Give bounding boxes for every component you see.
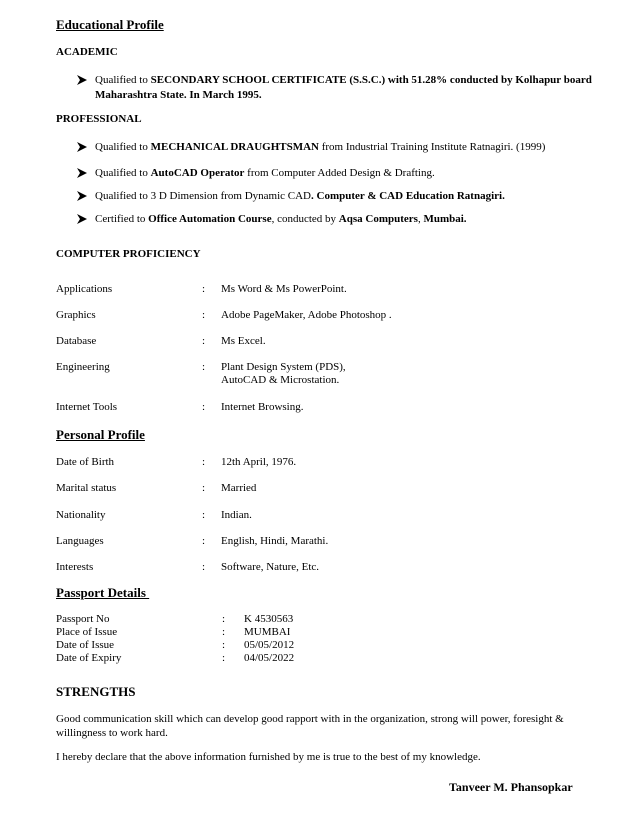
personal-value: Software, Nature, Etc. — [221, 561, 320, 573]
arrow-bullet-icon — [76, 167, 89, 180]
professional-heading: PROFESSIONAL — [56, 113, 142, 125]
proficiency-label: Applications — [56, 283, 113, 295]
separator-colon: : — [202, 361, 206, 373]
proficiency-label: Internet Tools — [56, 401, 118, 413]
passport-value: K 4530563 — [244, 613, 294, 625]
personal-label: Marital status — [56, 482, 117, 494]
separator-colon: : — [202, 335, 206, 347]
computer-proficiency-heading: COMPUTER PROFICIENCY — [56, 248, 201, 260]
separator-colon: : — [222, 639, 226, 651]
passport-label: Date of Expiry — [56, 652, 122, 664]
proficiency-value: Plant Design System (PDS), — [221, 361, 346, 373]
declaration-text: I hereby declare that the above information furnished by me is true to the best of my knowledge. — [56, 751, 481, 763]
proficiency-value: Adobe PageMaker, Adobe Photoshop . — [221, 309, 392, 321]
arrow-bullet-icon — [76, 213, 89, 226]
separator-colon: : — [222, 613, 226, 625]
arrow-bullet-icon — [76, 141, 89, 154]
professional-item: Qualified to MECHANICAL DRAUGHTSMAN from Industrial Training Institute Ratnagiri. (1999) — [95, 141, 546, 153]
professional-item: Qualified to 3 D Dimension from Dynamic CAD. Computer & CAD Education Ratnagiri. — [95, 190, 505, 202]
academic-heading: ACADEMIC — [56, 46, 118, 58]
personal-label: Nationality — [56, 509, 106, 521]
proficiency-value-line2: AutoCAD & Microstation. — [221, 374, 340, 386]
separator-colon: : — [202, 309, 206, 321]
proficiency-label: Engineering — [56, 361, 110, 373]
personal-value: 12th April, 1976. — [221, 456, 297, 468]
proficiency-value: Internet Browsing. — [221, 401, 304, 413]
personal-value: Indian. — [221, 509, 252, 521]
separator-colon: : — [202, 561, 206, 573]
separator-colon: : — [202, 482, 206, 494]
arrow-bullet-icon — [76, 190, 89, 203]
passport-label: Place of Issue — [56, 626, 118, 638]
separator-colon: : — [202, 401, 206, 413]
separator-colon: : — [202, 509, 206, 521]
personal-label: Date of Birth — [56, 456, 115, 468]
proficiency-value: Ms Word & Ms PowerPoint. — [221, 283, 347, 295]
professional-item: Qualified to AutoCAD Operator from Computer Added Design & Drafting. — [95, 167, 435, 179]
strengths-text: Good communication skill which can develop good rapport with in the organization, strong will power, foresight & willingness to work hard. — [56, 713, 564, 739]
passport-value: MUMBAI — [244, 626, 291, 638]
educational-profile-heading: Educational Profile — [56, 17, 164, 32]
passport-value: 04/05/2022 — [244, 652, 295, 664]
separator-colon: : — [222, 652, 226, 664]
professional-item: Certified to Office Automation Course, conducted by Aqsa Computers, Mumbai. — [95, 213, 467, 225]
passport-value: 05/05/2012 — [244, 639, 295, 651]
proficiency-label: Database — [56, 335, 97, 347]
academic-item: Qualified to SECONDARY SCHOOL CERTIFICATE (S.S.C.) with 51.28% conducted by Kolhapur board Maharashtra State. In March 1995. — [95, 74, 592, 101]
personal-value: Married — [221, 482, 257, 494]
separator-colon: : — [222, 626, 226, 638]
passport-details-heading: Passport Details — [56, 585, 150, 600]
personal-profile-heading: Personal Profile — [56, 427, 145, 442]
separator-colon: : — [202, 456, 206, 468]
separator-colon: : — [202, 283, 206, 295]
strengths-heading: STRENGTHS — [56, 684, 136, 699]
proficiency-value: Ms Excel. — [221, 335, 266, 347]
personal-value: English, Hindi, Marathi. — [221, 535, 329, 547]
personal-label: Interests — [56, 561, 94, 573]
arrow-bullet-icon — [76, 74, 89, 87]
personal-label: Languages — [56, 535, 104, 547]
passport-label: Passport No — [56, 613, 110, 625]
separator-colon: : — [202, 535, 206, 547]
passport-label: Date of Issue — [56, 639, 115, 651]
proficiency-label: Graphics — [56, 309, 96, 321]
signature-name: Tanveer M. Phansopkar — [449, 780, 573, 794]
